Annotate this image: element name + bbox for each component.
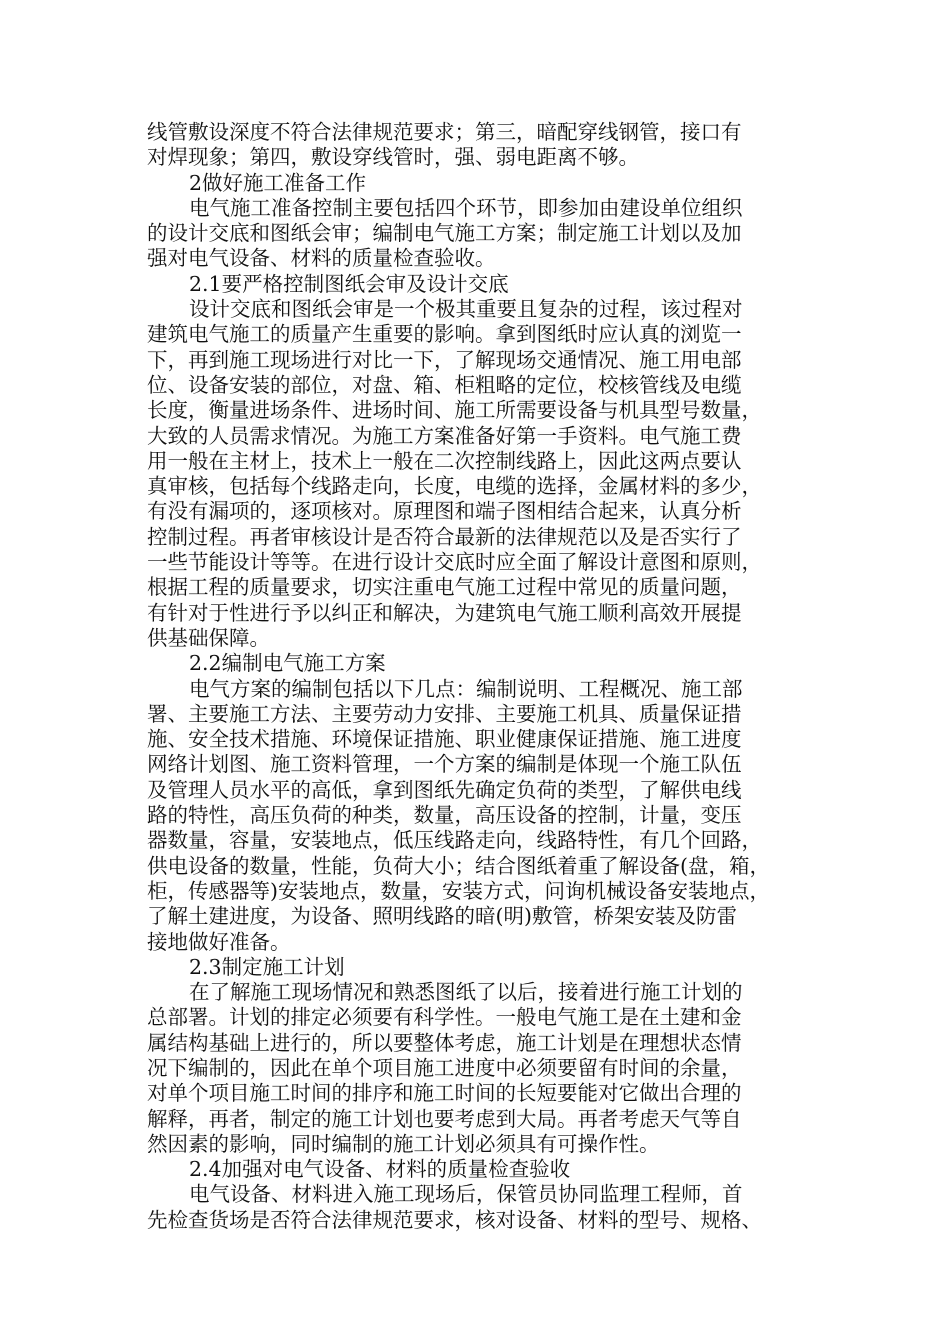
paragraph-line: 对焊现象；第四，敷设穿线管时，强、弱电距离不够。	[147, 145, 639, 170]
paragraph-line: 对单个项目施工时间的排序和施工时间的长短要能对它做出合理的	[147, 1081, 742, 1106]
paragraph-line: 建筑电气施工的质量产生重要的影响。拿到图纸时应认真的浏览一	[147, 322, 742, 347]
paragraph-line: 器数量，容量，安装地点，低压线路走向，线路特性，有几个回路，	[147, 828, 762, 853]
paragraph-line: 强对电气设备、材料的质量检查验收。	[147, 246, 496, 271]
paragraph-line: 真审核，包括每个线路走向，长度，电缆的选择，金属材料的多少，	[147, 474, 762, 499]
paragraph-line: 线管敷设深度不符合法律规范要求；第三，暗配穿线钢管，接口有	[147, 120, 742, 144]
section-heading: 2.2编制电气施工方案	[189, 651, 386, 676]
paragraph-line: 长度，衡量进场条件、进场时间、施工所需要设备与机具型号数量，	[147, 398, 762, 423]
paragraph-line: 供基础保障。	[147, 625, 270, 650]
section-heading: 2.4加强对电气设备、材料的质量检查验收	[189, 1157, 571, 1182]
paragraph-line: 供电设备的数量，性能，负荷大小；结合图纸着重了解设备(盘，箱，	[147, 853, 770, 878]
paragraph-line: 用一般在主材上，技术上一般在二次控制线路上，因此这两点要认	[147, 448, 742, 473]
section-heading: 2.3制定施工计划	[189, 954, 345, 979]
paragraph-line: 设计交底和图纸会审是一个极其重要且复杂的过程，该过程对	[189, 297, 743, 322]
paragraph-line: 况下编制的，因此在单个项目施工进度中必须要留有时间的余量，	[147, 1055, 742, 1080]
section-heading: 2做好施工准备工作	[189, 170, 367, 195]
paragraph-line: 电气施工准备控制主要包括四个环节，即参加由建设单位组织	[189, 195, 743, 220]
paragraph-line: 大致的人员需求情况。为施工方案准备好第一手资料。电气施工费	[147, 423, 742, 448]
section-heading: 2.1要严格控制图纸会审及设计交底	[189, 271, 509, 296]
paragraph-line: 署、主要施工方法、主要劳动力安排、主要施工机具、质量保证措	[147, 701, 742, 726]
paragraph-line: 有没有漏项的，逐项核对。原理图和端子图相结合起来，认真分析	[147, 499, 742, 524]
paragraph-line: 根据工程的质量要求，切实注重电气施工过程中常见的质量问题，	[147, 575, 742, 600]
paragraph-line: 总部署。计划的排定必须要有科学性。一般电气施工是在土建和金	[147, 1005, 742, 1030]
paragraph-line: 了解土建进度，为设备、照明线路的暗(明)敷管，桥架安装及防雷	[147, 904, 737, 929]
paragraph-line: 然因素的影响，同时编制的施工计划必须具有可操作性。	[147, 1131, 660, 1156]
document-page	[147, 120, 807, 1233]
paragraph-line: 的设计交底和图纸会审；编制电气施工方案；制定施工计划以及加	[147, 221, 742, 246]
paragraph-line: 控制过程。再者审核设计是否符合最新的法律规范以及是否实行了	[147, 524, 742, 549]
paragraph-line: 下，再到施工现场进行对比一下，了解现场交通情况、施工用电部	[147, 347, 742, 372]
paragraph-line: 及管理人员水平的高低，拿到图纸先确定负荷的类型，了解供电线	[147, 777, 742, 802]
paragraph-line: 解释，再者，制定的施工计划也要考虑到大局。再者考虑天气等自	[147, 1106, 742, 1131]
paragraph-line: 属结构基础上进行的，所以要整体考虑，施工计划是在理想状态情	[147, 1030, 742, 1055]
paragraph-line: 位、设备安装的部位，对盘、箱、柜粗略的定位，校核管线及电缆	[147, 372, 742, 397]
paragraph-line: 电气设备、材料进入施工现场后，保管员协同监理工程师，首	[189, 1182, 743, 1207]
paragraph-line: 有针对于性进行予以纠正和解决，为建筑电气施工顺利高效开展提	[147, 600, 742, 625]
paragraph-line: 网络计划图、施工资料管理，一个方案的编制是体现一个施工队伍	[147, 752, 742, 777]
paragraph-line: 施、安全技术措施、环境保证措施、职业健康保证措施、施工进度	[147, 727, 742, 752]
paragraph-line: 一些节能设计等等。在进行设计交底时应全面了解设计意图和原则，	[147, 550, 762, 575]
paragraph-line: 先检查货场是否符合法律规范要求，核对设备、材料的型号、规格、	[147, 1207, 762, 1232]
paragraph-line: 接地做好准备。	[147, 929, 291, 954]
paragraph-line: 在了解施工现场情况和熟悉图纸了以后，接着进行施工计划的	[189, 980, 743, 1005]
paragraph-line: 路的特性，高压负荷的种类，数量，高压设备的控制，计量，变压	[147, 803, 742, 828]
paragraph-line: 电气方案的编制包括以下几点：编制说明、工程概况、施工部	[189, 676, 743, 701]
paragraph-line: 柜，传感器等)安装地点，数量，安装方式，问询机械设备安装地点，	[147, 878, 770, 903]
